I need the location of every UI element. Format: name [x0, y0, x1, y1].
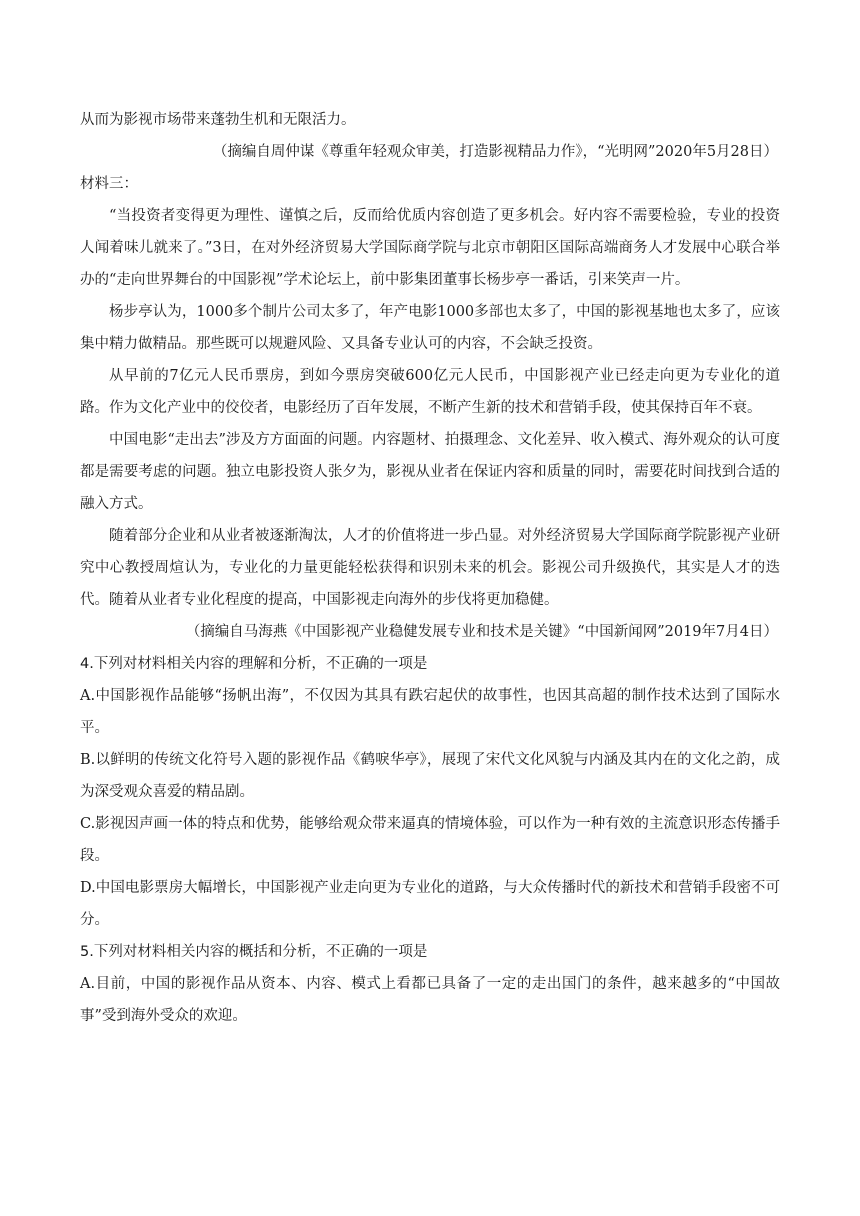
question-4-option-c: C.影视因声画一体的特点和优势，能够给观众带来逼真的情境体验，可以作为一种有效的主流意识形态传播手段。 — [80, 816, 780, 864]
document-page — [80, 104, 780, 1032]
material3-paragraph-4: 中国电影“走出去”涉及方方面面的问题。内容题材、拍摄理念、文化差异、收入模式、海外观众的认可度都是需要考虑的问题。独立电影投资人张夕为，影视从业者在保证内容和质量的同时，需要花时间找到合适的融入方式。 — [80, 432, 780, 512]
question-4-option-a: A.中国影视作品能够“扬帆出海”，不仅因为其具有跌宕起伏的故事性，也因其高超的制作技术达到了国际水平。 — [80, 688, 780, 736]
material3-paragraph-5: 随着部分企业和从业者被逐渐淘汰，人才的价值将进一步凸显。对外经济贸易大学国际商学院影视产业研究中心教授周煊认为，专业化的力量更能轻松获得和识别未来的机会。影视公司升级换代，其实是人才的迭代。随着从业者专业化程度的提高，中国影视走向海外的步伐将更加稳健。 — [80, 528, 780, 608]
question-4-stem: 4.下列对材料相关内容的理解和分析，不正确的一项是 — [80, 656, 428, 672]
material2-tail-paragraph: 从而为影视市场带来蓬勃生机和无限活力。 — [80, 112, 356, 128]
material2-source-citation: （摘编自周仲谋《尊重年轻观众审美，打造影视精品力作》，“光明网”2020年5月28日） — [212, 144, 778, 160]
question-5-option-a: A.目前，中国的影视作品从资本、内容、模式上看都已具备了一定的走出国门的条件，越来越多的“中国故事”受到海外受众的欢迎。 — [80, 976, 780, 1024]
material3-heading: 材料三： — [80, 176, 138, 192]
material3-paragraph-2: 杨步亭认为，1000多个制片公司太多了，年产电影1000多部也太多了，中国的影视基地也太多了，应该集中精力做精品。那些既可以规避风险、又具备专业认可的内容，不会缺乏投资。 — [80, 304, 780, 352]
question-4-option-b: B.以鲜明的传统文化符号入题的影视作品《鹤唳华亭》，展现了宋代文化风貌与内涵及其内在的文化之韵，成为深受观众喜爱的精品剧。 — [80, 752, 780, 800]
material3-paragraph-1: “当投资者变得更为理性、谨慎之后，反而给优质内容创造了更多机会。好内容不需要检验，专业的投资人闻着味儿就来了。”3日，在对外经济贸易大学国际商学院与北京市朝阳区国际高端商务人才发展中心联合举办的“走向世界舞台的中国影视”学术论坛上，前中影集团董事长杨步亭一番话，引来笑声一片。 — [80, 208, 780, 288]
material3-paragraph-3: 从早前的7亿元人民币票房，到如今票房突破600亿元人民币，中国影视产业已经走向更为专业化的道路。作为文化产业中的佼佼者，电影经历了百年发展，不断产生新的技术和营销手段，使其保持百年不衰。 — [80, 368, 780, 416]
material3-source-citation: （摘编自马海燕《中国影视产业稳健发展专业和技术是关键》“中国新闻网”2019年7月4日） — [185, 624, 778, 640]
question-5-stem: 5.下列对材料相关内容的概括和分析，不正确的一项是 — [80, 944, 428, 960]
question-4-option-d: D.中国电影票房大幅增长，中国影视产业走向更为专业化的道路，与大众传播时代的新技术和营销手段密不可分。 — [80, 880, 780, 928]
